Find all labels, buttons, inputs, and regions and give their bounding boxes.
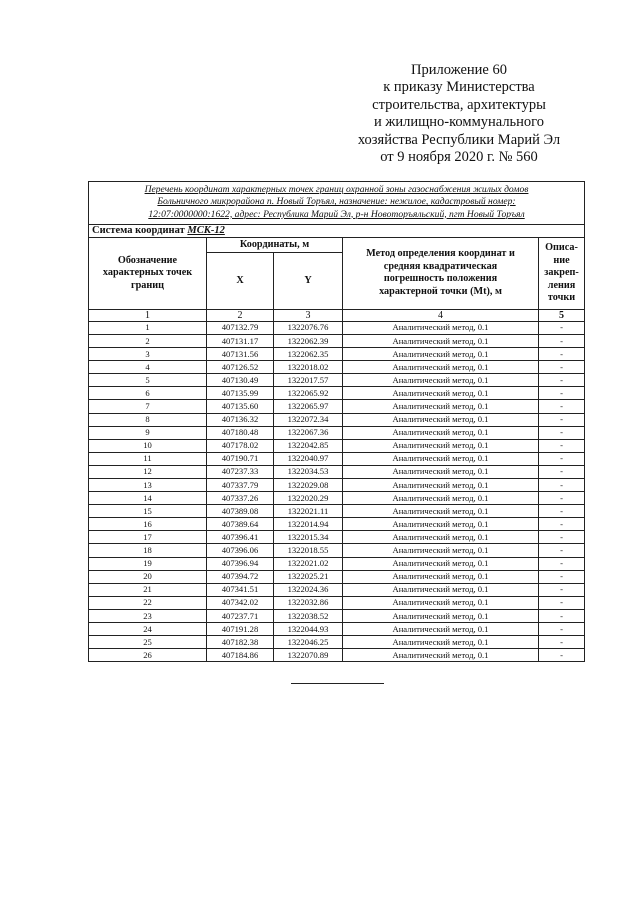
method: Аналитический метод, 0.1 <box>343 479 539 492</box>
header-text: средняя квадратическая <box>383 260 498 272</box>
point-number: 18 <box>89 544 207 557</box>
table-row <box>89 623 585 636</box>
header-line: хозяйства Республики Марий Эл <box>357 131 561 148</box>
column-number: 5 <box>539 309 585 321</box>
method: Аналитический метод, 0.1 <box>343 623 539 636</box>
description: - <box>539 374 585 387</box>
point-designation-header <box>89 237 207 309</box>
x-coordinate: 407131.17 <box>207 334 274 347</box>
x-coordinate: 407135.60 <box>207 400 274 413</box>
header-text: погрешность положения <box>383 273 498 285</box>
point-number: 25 <box>89 636 207 649</box>
x-header: X <box>207 252 274 309</box>
y-coordinate: 1322072.34 <box>274 413 343 426</box>
x-coordinate: 407396.94 <box>207 557 274 570</box>
x-coordinate: 407394.72 <box>207 570 274 583</box>
method: Аналитический метод, 0.1 <box>343 452 539 465</box>
table-row <box>89 465 585 478</box>
header-text: характерных точек <box>102 267 193 279</box>
method: Аналитический метод, 0.1 <box>343 321 539 334</box>
y-coordinate: 1322015.34 <box>274 531 343 544</box>
point-number: 10 <box>89 439 207 452</box>
description: - <box>539 492 585 505</box>
method: Аналитический метод, 0.1 <box>343 570 539 583</box>
y-coordinate: 1322034.53 <box>274 465 343 478</box>
point-number: 26 <box>89 649 207 662</box>
method: Аналитический метод, 0.1 <box>343 636 539 649</box>
y-coordinate: 1322021.11 <box>274 505 343 518</box>
x-coordinate: 407178.02 <box>207 439 274 452</box>
y-coordinate: 1322040.97 <box>274 452 343 465</box>
table-title-line: Больничного микрорайона п. Новый Торъял, назначение: нежилое, кадастровый номер: <box>157 196 516 208</box>
column-number: 1 <box>89 309 207 321</box>
x-coordinate: 407389.08 <box>207 505 274 518</box>
header-line: и жилищно-коммунального <box>373 114 545 131</box>
point-number: 12 <box>89 465 207 478</box>
x-coordinate: 407126.52 <box>207 361 274 374</box>
point-number: 6 <box>89 387 207 400</box>
description: - <box>539 479 585 492</box>
method: Аналитический метод, 0.1 <box>343 426 539 439</box>
y-coordinate: 1322062.39 <box>274 334 343 347</box>
header-line: к приказу Министерства <box>383 79 535 96</box>
point-number: 17 <box>89 531 207 544</box>
point-number: 7 <box>89 400 207 413</box>
y-coordinate: 1322024.36 <box>274 583 343 596</box>
table-row <box>89 583 585 596</box>
table-row <box>89 361 585 374</box>
y-header: Y <box>274 252 343 309</box>
coordinates-table <box>88 181 585 662</box>
point-number: 3 <box>89 348 207 361</box>
header-text: Описа- <box>545 242 578 254</box>
header-text: закреп- <box>544 267 579 279</box>
x-coordinate: 407389.64 <box>207 518 274 531</box>
x-coordinate: 407131.56 <box>207 348 274 361</box>
x-coordinate: 407190.71 <box>207 452 274 465</box>
method: Аналитический метод, 0.1 <box>343 544 539 557</box>
description: - <box>539 609 585 622</box>
description: - <box>539 505 585 518</box>
description: - <box>539 465 585 478</box>
point-number: 15 <box>89 505 207 518</box>
column-number: 3 <box>274 309 343 321</box>
table-row <box>89 348 585 361</box>
method: Аналитический метод, 0.1 <box>343 387 539 400</box>
y-coordinate: 1322029.08 <box>274 479 343 492</box>
separator-line <box>291 683 384 684</box>
point-number: 24 <box>89 623 207 636</box>
y-coordinate: 1322025.21 <box>274 570 343 583</box>
x-coordinate: 407135.99 <box>207 387 274 400</box>
x-coordinate: 407337.26 <box>207 492 274 505</box>
description: - <box>539 426 585 439</box>
table-row <box>89 452 585 465</box>
description: - <box>539 544 585 557</box>
description: - <box>539 413 585 426</box>
method: Аналитический метод, 0.1 <box>343 596 539 609</box>
method: Аналитический метод, 0.1 <box>343 583 539 596</box>
coordinates-header: Координаты, м <box>207 237 343 252</box>
description: - <box>539 387 585 400</box>
method: Аналитический метод, 0.1 <box>343 400 539 413</box>
point-number: 20 <box>89 570 207 583</box>
description: - <box>539 518 585 531</box>
header-text: ления <box>547 279 576 291</box>
description: - <box>539 348 585 361</box>
y-coordinate: 1322032.86 <box>274 596 343 609</box>
method: Аналитический метод, 0.1 <box>343 492 539 505</box>
x-coordinate: 407132.79 <box>207 321 274 334</box>
description: - <box>539 636 585 649</box>
y-coordinate: 1322020.29 <box>274 492 343 505</box>
y-coordinate: 1322038.52 <box>274 609 343 622</box>
y-coordinate: 1322065.92 <box>274 387 343 400</box>
description: - <box>539 649 585 662</box>
y-coordinate: 1322076.76 <box>274 321 343 334</box>
description: - <box>539 361 585 374</box>
description: - <box>539 321 585 334</box>
x-coordinate: 407180.48 <box>207 426 274 439</box>
coordinate-system-label: Система координат <box>92 225 185 237</box>
column-number: 4 <box>343 309 539 321</box>
description-header <box>539 237 585 309</box>
x-coordinate: 407184.86 <box>207 649 274 662</box>
y-coordinate: 1322042.85 <box>274 439 343 452</box>
x-coordinate: 407342.02 <box>207 596 274 609</box>
table-row <box>89 426 585 439</box>
table-row <box>89 570 585 583</box>
x-coordinate: 407396.06 <box>207 544 274 557</box>
table-row <box>89 400 585 413</box>
description: - <box>539 570 585 583</box>
header-line: строительства, архитектуры <box>372 96 546 113</box>
point-number: 22 <box>89 596 207 609</box>
table-row <box>89 479 585 492</box>
coordinate-system <box>89 224 585 237</box>
appendix-header <box>300 62 618 166</box>
method: Аналитический метод, 0.1 <box>343 518 539 531</box>
table-row <box>89 321 585 334</box>
header-text: ние <box>553 254 570 266</box>
method: Аналитический метод, 0.1 <box>343 439 539 452</box>
table-row <box>89 636 585 649</box>
x-coordinate: 407191.28 <box>207 623 274 636</box>
method: Аналитический метод, 0.1 <box>343 413 539 426</box>
header-line: от 9 ноября 2020 г. № 560 <box>380 149 538 166</box>
point-number: 23 <box>89 609 207 622</box>
table-row <box>89 387 585 400</box>
x-coordinate: 407396.41 <box>207 531 274 544</box>
x-coordinate: 407237.71 <box>207 609 274 622</box>
y-coordinate: 1322062.35 <box>274 348 343 361</box>
x-coordinate: 407341.51 <box>207 583 274 596</box>
description: - <box>539 596 585 609</box>
point-number: 21 <box>89 583 207 596</box>
header-line: Приложение 60 <box>411 62 507 78</box>
point-number: 2 <box>89 334 207 347</box>
point-number: 11 <box>89 452 207 465</box>
y-coordinate: 1322070.89 <box>274 649 343 662</box>
coordinate-system-value: МСК-12 <box>187 225 225 237</box>
point-number: 5 <box>89 374 207 387</box>
point-number: 4 <box>89 361 207 374</box>
y-coordinate: 1322017.57 <box>274 374 343 387</box>
method: Аналитический метод, 0.1 <box>343 557 539 570</box>
point-number: 9 <box>89 426 207 439</box>
description: - <box>539 400 585 413</box>
y-coordinate: 1322021.02 <box>274 557 343 570</box>
table-row <box>89 492 585 505</box>
method: Аналитический метод, 0.1 <box>343 374 539 387</box>
method: Аналитический метод, 0.1 <box>343 334 539 347</box>
method: Аналитический метод, 0.1 <box>343 609 539 622</box>
x-coordinate: 407337.79 <box>207 479 274 492</box>
method: Аналитический метод, 0.1 <box>343 505 539 518</box>
x-coordinate: 407136.32 <box>207 413 274 426</box>
y-coordinate: 1322044.93 <box>274 623 343 636</box>
method: Аналитический метод, 0.1 <box>343 465 539 478</box>
x-coordinate: 407130.49 <box>207 374 274 387</box>
description: - <box>539 557 585 570</box>
y-coordinate: 1322014.94 <box>274 518 343 531</box>
y-coordinate: 1322018.02 <box>274 361 343 374</box>
description: - <box>539 531 585 544</box>
description: - <box>539 623 585 636</box>
table-row <box>89 518 585 531</box>
point-number: 16 <box>89 518 207 531</box>
y-coordinate: 1322046.25 <box>274 636 343 649</box>
method-header <box>343 237 539 309</box>
table-title <box>89 182 585 225</box>
table-row <box>89 544 585 557</box>
y-coordinate: 1322018.55 <box>274 544 343 557</box>
description: - <box>539 452 585 465</box>
header-text: Обозначение <box>117 254 178 266</box>
point-number: 8 <box>89 413 207 426</box>
table-row <box>89 557 585 570</box>
column-number: 2 <box>207 309 274 321</box>
method: Аналитический метод, 0.1 <box>343 649 539 662</box>
point-number: 13 <box>89 479 207 492</box>
x-coordinate: 407182.38 <box>207 636 274 649</box>
table-row <box>89 505 585 518</box>
table-row <box>89 334 585 347</box>
point-number: 19 <box>89 557 207 570</box>
table-row <box>89 413 585 426</box>
point-number: 14 <box>89 492 207 505</box>
description: - <box>539 439 585 452</box>
method: Аналитический метод, 0.1 <box>343 531 539 544</box>
method: Аналитический метод, 0.1 <box>343 348 539 361</box>
table-title-line: 12:07:0000000:1622, адрес: Республика Марий Эл, р-н Новоторъяльский, пгт Новый Торъял <box>148 208 525 220</box>
x-coordinate: 407237.33 <box>207 465 274 478</box>
y-coordinate: 1322065.97 <box>274 400 343 413</box>
table-row <box>89 374 585 387</box>
description: - <box>539 334 585 347</box>
description: - <box>539 583 585 596</box>
y-coordinate: 1322067.36 <box>274 426 343 439</box>
table-row <box>89 596 585 609</box>
method: Аналитический метод, 0.1 <box>343 361 539 374</box>
table-row <box>89 439 585 452</box>
header-text: Метод определения координат и <box>366 248 515 260</box>
header-text: границ <box>131 279 164 291</box>
point-number: 1 <box>89 321 207 334</box>
table-row <box>89 609 585 622</box>
header-text: точки <box>547 292 576 304</box>
table-row <box>89 649 585 662</box>
header-text: характерной точки (Mt), м <box>379 285 502 297</box>
table-row <box>89 531 585 544</box>
table-title-line: Перечень координат характерных точек границ охранной зоны газоснабжения жилых домов <box>144 184 529 195</box>
